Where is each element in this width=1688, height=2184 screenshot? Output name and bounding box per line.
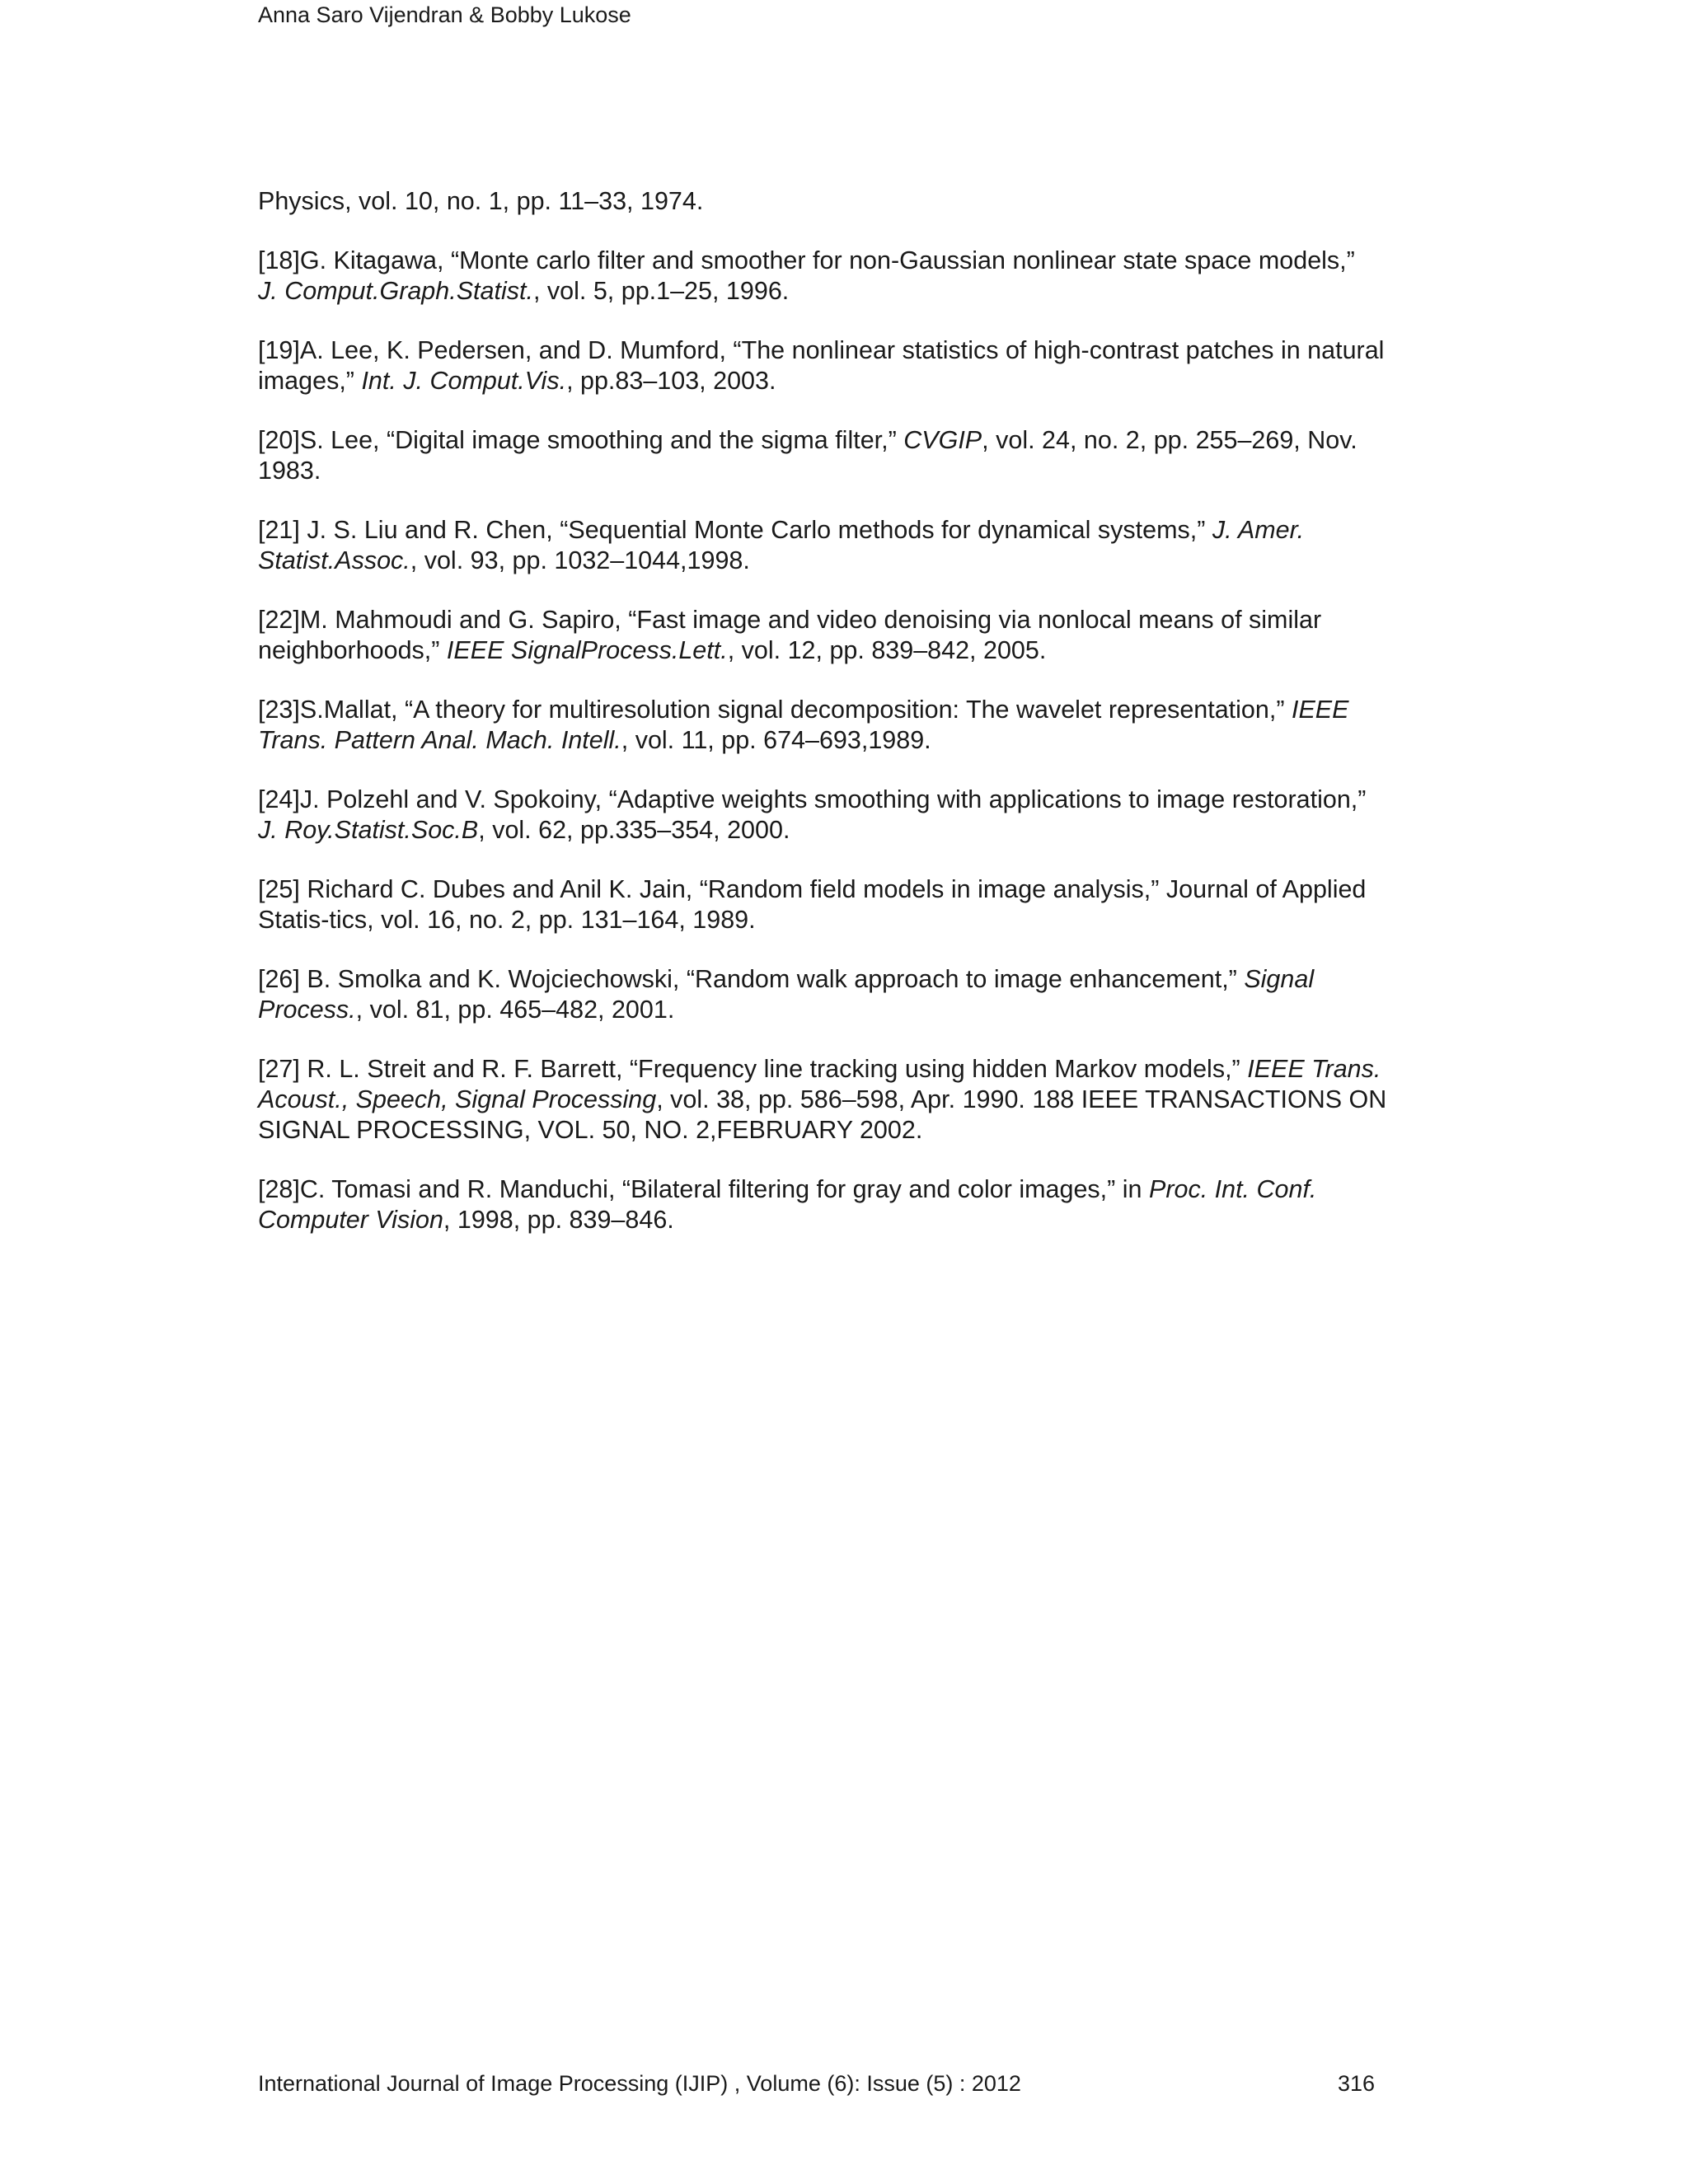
reference-text: images,” [258, 367, 362, 395]
reference-entry [258, 186, 1428, 217]
reference-line [258, 635, 1428, 666]
reference-text: [21] J. S. Liu and R. Chen, “Sequential Monte Carlo methods for dynamical systems,” [258, 516, 1212, 544]
reference-italic-text: IEEE Trans. [1247, 1055, 1381, 1083]
reference-text: , vol. 81, pp. 465–482, 2001. [355, 996, 675, 1024]
reference-line [258, 725, 1428, 756]
reference-text: , 1998, pp. 839–846. [443, 1206, 674, 1234]
reference-text: neighborhoods,” [258, 636, 447, 664]
reference-line [258, 366, 1428, 396]
reference-text: [24]J. Polzehl and V. Spokoiny, “Adaptive weights smoothing with applications to image restoration,” [258, 785, 1367, 813]
reference-line [258, 1054, 1428, 1085]
reference-line [258, 695, 1428, 725]
reference-text: [19]A. Lee, K. Pedersen, and D. Mumford, “The nonlinear statistics of high-contrast patches in natural [258, 336, 1385, 364]
page-number: 316 [1337, 2071, 1375, 2096]
reference-italic-text: Signal [1244, 965, 1315, 993]
reference-line [258, 1115, 1428, 1146]
reference-line [258, 515, 1428, 546]
reference-line [258, 186, 1428, 217]
reference-text: [18]G. Kitagawa, “Monte carlo filter and smoother for non-Gaussian nonlinear state space models,” [258, 246, 1355, 274]
reference-text: SIGNAL PROCESSING, VOL. 50, NO. 2,FEBRUARY 2002. [258, 1116, 923, 1144]
reference-line [258, 1085, 1428, 1115]
reference-entry [258, 246, 1428, 307]
reference-line [258, 276, 1428, 307]
reference-italic-text: IEEE [1291, 696, 1349, 724]
reference-line [258, 605, 1428, 635]
reference-line [258, 815, 1428, 846]
reference-text: , vol. 11, pp. 674–693,1989. [621, 726, 931, 754]
reference-text: [23]S.Mallat, “A theory for multiresolution signal decomposition: The wavelet representation,” [258, 696, 1292, 724]
reference-line [258, 785, 1428, 815]
reference-text: , vol. 38, pp. 586–598, Apr. 1990. 188 IEEE TRANSACTIONS ON [656, 1085, 1387, 1113]
reference-italic-text: Statist.Assoc. [258, 546, 410, 574]
reference-text: , vol. 24, no. 2, pp. 255–269, Nov. [982, 426, 1357, 454]
reference-entry [258, 964, 1428, 1025]
reference-text: Physics, vol. 10, no. 1, pp. 11–33, 1974. [258, 187, 704, 215]
reference-line [258, 905, 1428, 935]
reference-text: [27] R. L. Streit and R. F. Barrett, “Frequency line tracking using hidden Markov models,” [258, 1055, 1248, 1083]
reference-text: 1983. [258, 457, 321, 485]
reference-line [258, 456, 1428, 486]
reference-entry [258, 605, 1428, 666]
reference-line [258, 246, 1428, 276]
reference-text: [22]M. Mahmoudi and G. Sapiro, “Fast image and video denoising via nonlocal means of similar [258, 606, 1322, 634]
reference-entry [258, 1054, 1428, 1146]
reference-entry [258, 695, 1428, 756]
reference-text: [20]S. Lee, “Digital image smoothing and the sigma filter,” [258, 426, 904, 454]
footer-journal-info: International Journal of Image Processing (IJIP) , Volume (6): Issue (5) : 2012 [258, 2071, 1021, 2096]
reference-line [258, 335, 1428, 366]
reference-line [258, 874, 1428, 905]
reference-italic-text: IEEE SignalProcess.Lett. [446, 636, 728, 664]
reference-text: , vol. 12, pp. 839–842, 2005. [727, 636, 1047, 664]
reference-text: Statis-tics, vol. 16, no. 2, pp. 131–164, 1989. [258, 906, 756, 934]
reference-italic-text: J. Amer. [1212, 516, 1305, 544]
reference-entry [258, 785, 1428, 846]
reference-entry [258, 1174, 1428, 1235]
reference-text: , vol. 5, pp.1–25, 1996. [532, 277, 790, 305]
reference-entry [258, 425, 1428, 486]
reference-italic-text: Int. J. Comput.Vis. [361, 367, 567, 395]
reference-entry [258, 335, 1428, 396]
reference-italic-text: Proc. Int. Conf. [1148, 1175, 1317, 1203]
reference-line [258, 995, 1428, 1025]
reference-entry [258, 874, 1428, 935]
reference-italic-text: Trans. Pattern Anal. Mach. Intell. [258, 726, 621, 754]
reference-italic-text: J. Roy.Statist.Soc.B [258, 816, 479, 844]
reference-line [258, 425, 1428, 456]
reference-text: , vol. 62, pp.335–354, 2000. [478, 816, 790, 844]
reference-italic-text: J. Comput.Graph.Statist. [258, 277, 533, 305]
reference-text: , pp.83–103, 2003. [566, 367, 776, 395]
reference-text: , vol. 93, pp. 1032–1044,1998. [410, 546, 750, 574]
reference-list [258, 186, 1428, 1264]
reference-entry [258, 515, 1428, 576]
reference-line [258, 1174, 1428, 1205]
running-header-authors: Anna Saro Vijendran & Bobby Lukose [258, 2, 631, 27]
reference-italic-text: Acoust., Speech, Signal Processing [258, 1085, 657, 1113]
reference-line [258, 546, 1428, 576]
reference-line [258, 964, 1428, 995]
reference-italic-text: Computer Vision [258, 1206, 443, 1234]
reference-text: [25] Richard C. Dubes and Anil K. Jain, “Random field models in image analysis,” Journal of Applied [258, 875, 1367, 903]
reference-line [258, 1205, 1428, 1235]
reference-text: [26] B. Smolka and K. Wojciechowski, “Random walk approach to image enhancement,” [258, 965, 1245, 993]
reference-italic-text: CVGIP [903, 426, 982, 454]
reference-text: [28]C. Tomasi and R. Manduchi, “Bilateral filtering for gray and color images,” in [258, 1175, 1149, 1203]
reference-italic-text: Process. [258, 996, 356, 1024]
